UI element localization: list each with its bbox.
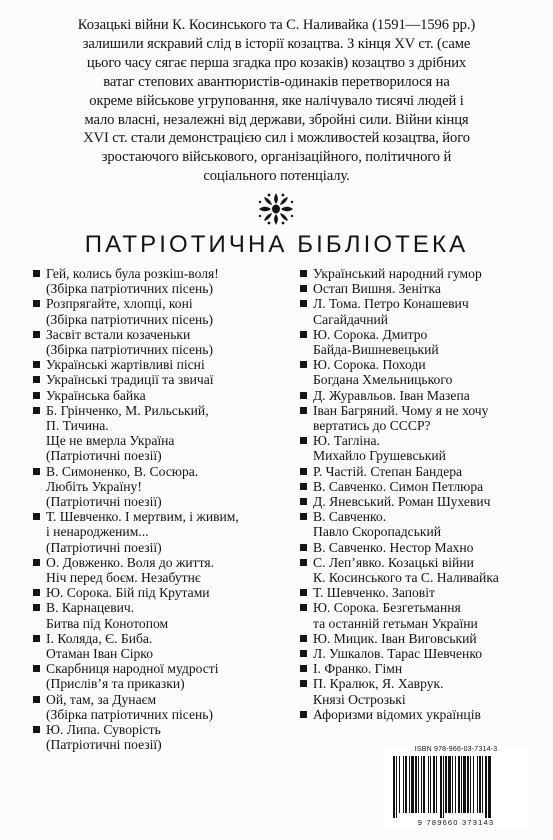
book-title-line: (Патріотичні поезії) xyxy=(46,448,162,464)
book-title-line: Р. Частій. Степан Бандера xyxy=(313,463,463,479)
book-item xyxy=(300,403,536,433)
book-title-line: Ніч перед боєм. Незабутнє xyxy=(46,570,201,586)
book-title-line: П. Кралюк, Я. Хаврук. xyxy=(313,676,444,692)
book-title-line: (Патріотичні поезії) xyxy=(46,494,162,510)
intro-line: окреме військове угруповання, яке налічувало тисячі людей і xyxy=(89,92,464,109)
book-title-line: Битва під Конотопом xyxy=(46,615,169,631)
book-title-line: І. Коляда, Є. Биба. xyxy=(46,630,153,646)
book-item xyxy=(300,631,536,646)
book-title-line: В. Савченко. xyxy=(313,509,387,525)
book-item xyxy=(300,388,536,403)
bullet-square-icon xyxy=(33,331,40,338)
book-item xyxy=(300,661,536,676)
bullet-square-icon xyxy=(33,635,40,642)
book-title-line: Ю. Сорока. Безгетьмання xyxy=(313,600,461,616)
bullet-square-icon xyxy=(300,589,307,596)
book-title-line: Ю. Липа. Суворість xyxy=(46,722,161,738)
book-title-line: Ю. Мицик. Іван Виговський xyxy=(313,630,477,646)
series-heading: ПАТРІОТИЧНА БІБЛІОТЕКА xyxy=(84,231,469,258)
book-title-line: Т. Шевченко. Заповіт xyxy=(313,585,435,601)
book-title-line: Байда-Вишневецький xyxy=(313,342,439,358)
book-item xyxy=(33,555,295,585)
book-title-line: Ой, там, за Дунаєм xyxy=(46,691,157,707)
book-title-line: О. Довженко. Воля до життя. xyxy=(46,554,214,570)
bullet-square-icon xyxy=(33,361,40,368)
book-item xyxy=(33,600,295,630)
book-list-left xyxy=(33,266,295,753)
isbn-number: ISBN 978-966-03-7314-3 xyxy=(414,746,498,753)
book-title-line: (Збірка патріотичних пісень) xyxy=(46,311,213,327)
book-item xyxy=(300,357,536,387)
bullet-square-icon xyxy=(300,680,307,687)
intro-line: ватаг степових авантюристів-одинаків перетворилося на xyxy=(103,73,450,90)
bullet-square-icon xyxy=(300,361,307,368)
bullet-square-icon xyxy=(300,468,307,475)
book-title-line: Ще не вмерла Україна xyxy=(46,433,175,449)
book-title-line: Гей, колись була розкіш-воля! xyxy=(46,266,219,281)
book-item xyxy=(33,722,295,752)
bullet-square-icon xyxy=(33,726,40,733)
book-title-line: (Прислів’я та приказки) xyxy=(46,676,185,692)
book-item xyxy=(300,479,536,494)
book-item xyxy=(300,296,536,326)
book-item xyxy=(300,646,536,661)
book-title-line: Український народний гумор xyxy=(313,266,482,281)
book-item xyxy=(33,403,295,464)
bullet-square-icon xyxy=(33,665,40,672)
isbn-barcode xyxy=(383,746,529,828)
book-title-line: Любіть Україну! xyxy=(46,478,142,494)
book-item xyxy=(33,296,295,326)
book-item xyxy=(300,509,536,539)
book-title-line: вертатись до СССР? xyxy=(313,418,431,434)
book-title-line: Засвіт встали козаченьки xyxy=(46,326,191,342)
book-title-line: Українські традиції та звичаї xyxy=(46,372,214,388)
bullet-square-icon xyxy=(33,392,40,399)
book-title-line: (Збірка патріотичних пісень) xyxy=(46,281,213,297)
book-title-line: Богдана Хмельницького xyxy=(313,372,453,388)
book-title-line: Остап Вишня. Зенітка xyxy=(313,281,441,297)
book-item xyxy=(33,327,295,357)
book-item xyxy=(300,433,536,463)
book-title-line: Сагайдачний xyxy=(313,311,389,327)
bullet-square-icon xyxy=(300,559,307,566)
book-title-line: (Патріотичні поезії) xyxy=(46,539,162,555)
book-item xyxy=(300,707,536,722)
bullet-square-icon xyxy=(33,559,40,566)
book-title-line: К. Косинського та С. Наливайка xyxy=(313,570,499,586)
book-item xyxy=(300,555,536,585)
book-title-line: (Збірка патріотичних пісень) xyxy=(46,706,213,722)
bullet-square-icon xyxy=(33,696,40,703)
book-title-line: Ю. Сорока. Походи xyxy=(313,357,426,373)
book-title-line: і ненародженим... xyxy=(46,524,149,540)
book-item xyxy=(33,266,295,296)
book-title-line: Отаман Іван Сірко xyxy=(46,646,153,662)
intro-line: залишили яскравий слід в історії козацтва. З кінця XV ст. (саме xyxy=(82,35,471,52)
intro-line: XVI ст. стали демонстрацією сил і можливостей козацтва, його xyxy=(83,130,470,147)
bullet-square-icon xyxy=(300,300,307,307)
book-title-line: В. Карнацевич. xyxy=(46,600,135,616)
intro-line: мало власні, незалежні від держави, збройні сили. Війни кінця xyxy=(84,111,469,128)
book-item xyxy=(33,661,295,691)
book-title-line: (Патріотичні поезії) xyxy=(46,737,162,753)
bullet-square-icon xyxy=(300,407,307,414)
book-title-line: Михайло Грушевський xyxy=(313,448,446,464)
book-item xyxy=(33,464,295,510)
bullet-square-icon xyxy=(300,513,307,520)
book-title-line: Князі Острозькі xyxy=(313,691,406,707)
book-item xyxy=(33,509,295,555)
book-item xyxy=(300,540,536,555)
book-item xyxy=(33,585,295,600)
book-item xyxy=(300,266,536,281)
bullet-square-icon xyxy=(300,665,307,672)
book-title-line: Ю. Сорока. Дмитро xyxy=(313,326,428,342)
book-title-line: Б. Грінченко, М. Рильський, xyxy=(46,402,209,418)
book-title-line: Іван Багряний. Чому я не хочу xyxy=(313,402,489,418)
barcode-icon xyxy=(391,756,521,818)
book-title-line: Д. Яневський. Роман Шухевич xyxy=(313,494,491,510)
bullet-square-icon xyxy=(33,513,40,520)
bullet-square-icon xyxy=(300,483,307,490)
bullet-square-icon xyxy=(300,604,307,611)
bullet-square-icon xyxy=(33,589,40,596)
book-title-line: Л. Тома. Петро Конашевич xyxy=(313,296,469,312)
book-title-line: Скарбниця народної мудрості xyxy=(46,661,219,677)
bullet-square-icon xyxy=(300,635,307,642)
book-item xyxy=(33,357,295,372)
bullet-square-icon xyxy=(300,437,307,444)
book-item xyxy=(33,692,295,722)
book-item xyxy=(33,631,295,661)
book-title-line: Ю. Сорока. Бій під Крутами xyxy=(46,585,210,601)
bullet-square-icon xyxy=(300,650,307,657)
book-item xyxy=(300,585,536,600)
intro-line: Козацькі війни К. Косинського та С. Наливайка (1591—1596 рр.) xyxy=(77,17,476,33)
bullet-square-icon xyxy=(33,468,40,475)
book-title-line: Т. Шевченко. І мертвим, і живим, xyxy=(46,509,239,525)
book-list-right xyxy=(300,266,536,722)
book-item xyxy=(300,494,536,509)
bullet-square-icon xyxy=(33,376,40,383)
bullet-square-icon xyxy=(300,498,307,505)
book-item xyxy=(300,281,536,296)
book-title-line: В. Симоненко, В. Сосюра. xyxy=(46,463,199,479)
book-item xyxy=(300,600,536,630)
intro-line: соціального потенціалу. xyxy=(203,168,350,185)
book-item xyxy=(33,388,295,403)
bullet-square-icon xyxy=(300,392,307,399)
book-title-line: та останній гетьман України xyxy=(313,615,478,631)
book-title-line: Павло Скоропадський xyxy=(313,524,442,540)
bullet-square-icon xyxy=(33,300,40,307)
bullet-square-icon xyxy=(300,711,307,718)
book-title-line: Афоризми відомих українців xyxy=(313,706,481,722)
floral-ornament-icon xyxy=(256,191,296,227)
book-item xyxy=(300,464,536,479)
book-title-line: С. Леп’явко. Козацькі війни xyxy=(313,554,474,570)
book-item xyxy=(300,676,536,706)
book-title-line: Л. Ушкалов. Тарас Шевченко xyxy=(313,646,483,662)
intro-line: зростаючого військового, організаційного, політичного й xyxy=(101,149,452,166)
book-title-line: Розпрягайте, хлопці, коні xyxy=(46,296,193,312)
book-title-line: П. Тичина. xyxy=(46,418,109,434)
bullet-square-icon xyxy=(33,604,40,611)
intro-line: цього часу сягає перша згадка про козаків) козацтво з дрібних xyxy=(86,54,467,71)
book-title-line: І. Франко. Гімн xyxy=(313,661,403,677)
book-item xyxy=(300,327,536,357)
bullet-square-icon xyxy=(33,407,40,414)
bullet-square-icon xyxy=(33,270,40,277)
bullet-square-icon xyxy=(300,270,307,277)
barcode-digits: 9 789660 373143 xyxy=(417,818,495,827)
book-title-line: Ю. Тагліна. xyxy=(313,433,380,449)
book-title-line: Українські жартівливі пісні xyxy=(46,357,205,373)
book-title-line: (Збірка патріотичних пісень) xyxy=(46,342,213,358)
book-title-line: Д. Журавльов. Іван Мазепа xyxy=(313,387,470,403)
book-title-line: В. Савченко. Симон Петлюра xyxy=(313,478,484,494)
bullet-square-icon xyxy=(300,544,307,551)
bullet-square-icon xyxy=(300,331,307,338)
intro-paragraph xyxy=(24,16,529,186)
book-title-line: Українська байка xyxy=(46,387,146,403)
book-title-line: В. Савченко. Нестор Махно xyxy=(313,539,474,555)
bullet-square-icon xyxy=(300,285,307,292)
book-item xyxy=(33,372,295,387)
